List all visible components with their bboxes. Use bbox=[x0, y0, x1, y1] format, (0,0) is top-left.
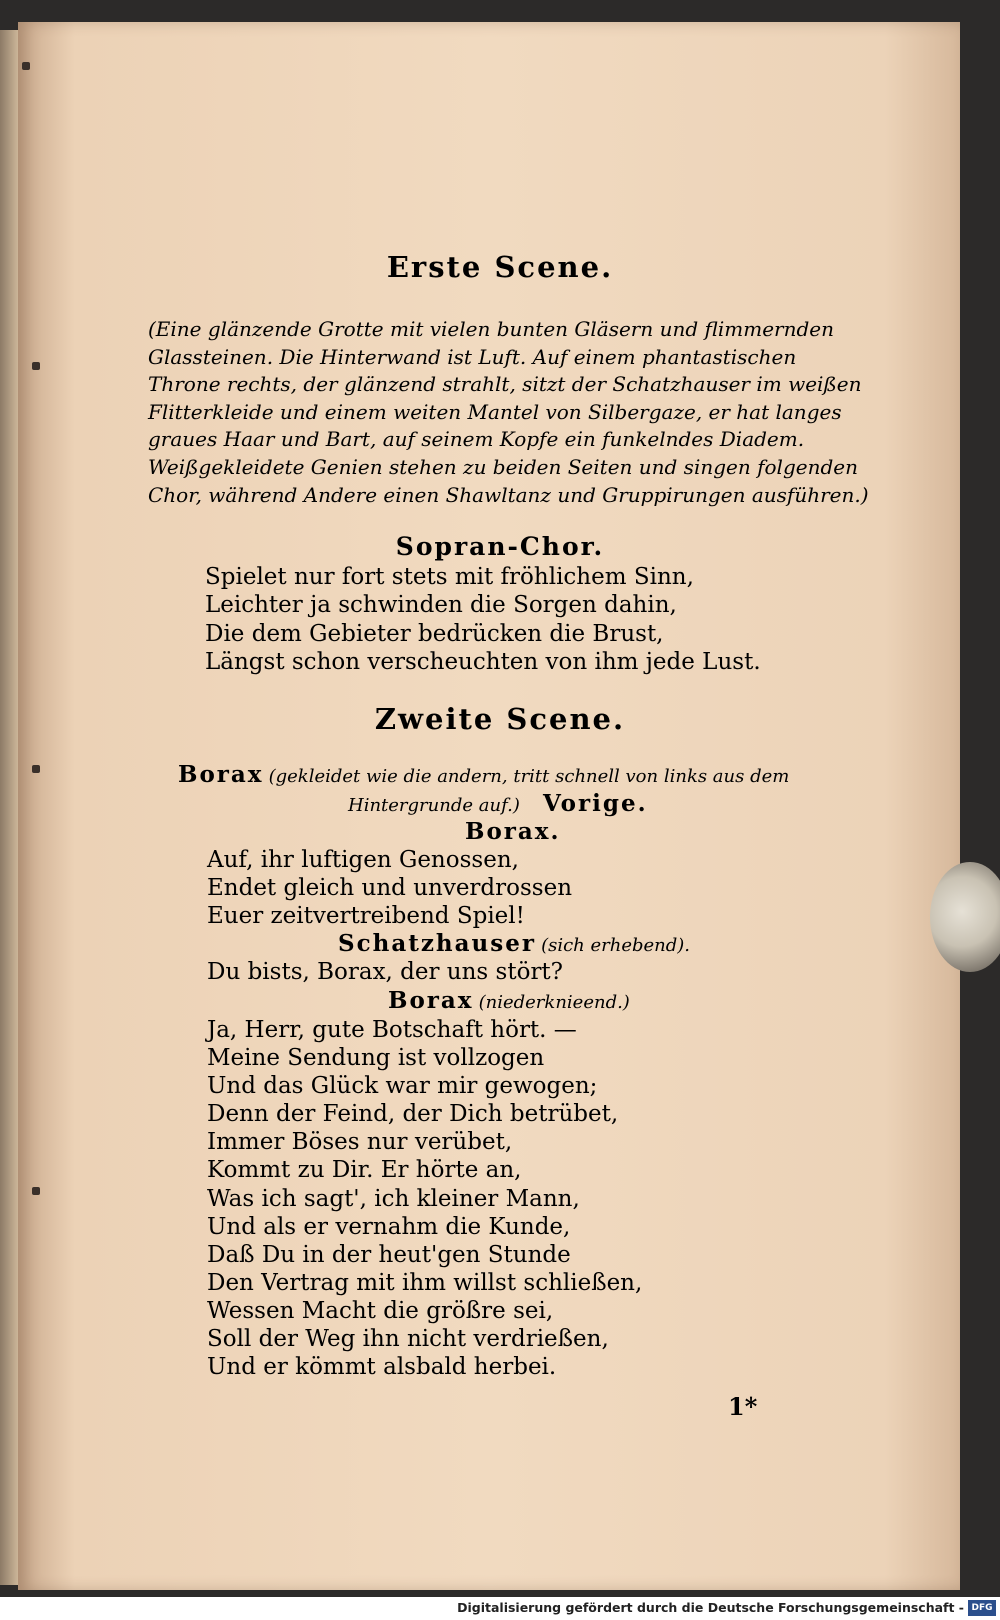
entry-line-2 bbox=[348, 790, 648, 817]
verse-line: Kommt zu Dir. Er hörte an, bbox=[207, 1157, 522, 1184]
verse-line: Und als er vernahm die Kunde, bbox=[207, 1213, 571, 1240]
borax-heading-2 bbox=[388, 987, 630, 1014]
verse-line: Endet gleich und unverdrossen bbox=[207, 875, 573, 902]
borax-verse-1 bbox=[207, 846, 572, 930]
borax-verse-2 bbox=[207, 1016, 642, 1381]
page-edge-marker bbox=[32, 362, 40, 370]
verse-line: Den Vertrag mit ihm willst schließen, bbox=[207, 1269, 643, 1296]
speaker-borax-2: Borax bbox=[388, 987, 474, 1014]
entry-direction: (gekleidet wie die andern, tritt schnell von links aus dem bbox=[268, 766, 790, 787]
schatzhauser-line: Du bists, Borax, der uns stört? bbox=[207, 959, 564, 985]
chorus-verse bbox=[205, 563, 761, 676]
speaker-schatzhauser: Schatzhauser bbox=[338, 930, 536, 957]
verse-line: Längst schon verscheuchten von ihm jede Lust. bbox=[205, 648, 761, 675]
page-edge-marker bbox=[22, 62, 30, 70]
chorus-heading: Sopran-Chor. bbox=[395, 532, 605, 561]
verse-line: Auf, ihr luftigen Genossen, bbox=[207, 847, 519, 873]
borax-direction-2: (niederknieend.) bbox=[478, 992, 630, 1013]
verse-line: Ja, Herr, gute Botschaft hört. — bbox=[207, 1017, 577, 1043]
verse-line: Euer zeitvertreibend Spiel! bbox=[207, 903, 525, 930]
stage-line: Glassteinen. Die Hinterwand ist Luft. Auf einem phantastischen bbox=[148, 344, 797, 369]
page-edge-marker bbox=[32, 1187, 40, 1195]
scanner-thumb bbox=[930, 862, 1000, 972]
stage-line: Weißgekleidete Genien stehen zu beiden Seiten und singen folgenden bbox=[148, 454, 858, 479]
verse-line: Denn der Feind, der Dich betrübet, bbox=[207, 1101, 619, 1128]
footer-credit: Digitalisierung gefördert durch die Deutsche Forschungsgemeinschaft - bbox=[457, 1600, 964, 1615]
verse-line: Und er kömmt alsbald herbei. bbox=[207, 1354, 557, 1381]
stage-line: (Eine glänzende Grotte mit vielen bunten Gläsern und flimmernden bbox=[148, 317, 834, 341]
verse-line: Wessen Macht die größre sei, bbox=[207, 1297, 554, 1324]
speaker-vorige: Vorige. bbox=[542, 790, 648, 817]
verse-line: Soll der Weg ihn nicht verdrießen, bbox=[207, 1326, 609, 1353]
stage-line: Throne rechts, der glänzend strahlt, sitzt der Schatzhauser im weißen bbox=[148, 372, 862, 397]
dfg-logo-icon: DFG bbox=[968, 1600, 996, 1616]
speaker-borax: Borax bbox=[178, 761, 264, 788]
stage-direction bbox=[148, 316, 878, 509]
verse-line: Meine Sendung ist vollzogen bbox=[207, 1045, 545, 1072]
stage-line: graues Haar und Bart, auf seinem Kopfe ein funkelndes Diadem. bbox=[148, 427, 805, 452]
stage-line: Flitterkleide und einem weiten Mantel von Silbergaze, er hat langes bbox=[148, 399, 842, 424]
schatzhauser-direction: (sich erhebend). bbox=[541, 935, 691, 956]
entry-direction-cont: Hintergrunde auf.) bbox=[348, 795, 520, 816]
verse-line: Spielet nur fort stets mit fröhlichem Sinn, bbox=[205, 564, 694, 590]
footer-bar bbox=[0, 1597, 1000, 1620]
page-number: 1* bbox=[728, 1392, 758, 1421]
scene-2-title: Zweite Scene. bbox=[374, 702, 626, 736]
verse-line: Die dem Gebieter bedrücken die Brust, bbox=[205, 620, 664, 647]
verse-line: Und das Glück war mir gewogen; bbox=[207, 1073, 598, 1100]
speaker-borax-heading: Borax. bbox=[465, 818, 561, 845]
schatzhauser-heading bbox=[338, 930, 690, 957]
verse-line: Was ich sagt', ich kleiner Mann, bbox=[207, 1185, 580, 1212]
entry-line bbox=[178, 761, 789, 788]
verse-line: Leichter ja schwinden die Sorgen dahin, bbox=[205, 592, 677, 619]
page-edge-marker bbox=[32, 765, 40, 773]
stage-line: Chor, während Andere einen Shawltanz und Gruppirungen ausführen.) bbox=[148, 482, 869, 507]
verse-line: Immer Böses nur verübet, bbox=[207, 1129, 513, 1156]
scene-1-title: Erste Scene. bbox=[386, 250, 614, 284]
verse-line: Daß Du in der heut'gen Stunde bbox=[207, 1241, 571, 1268]
